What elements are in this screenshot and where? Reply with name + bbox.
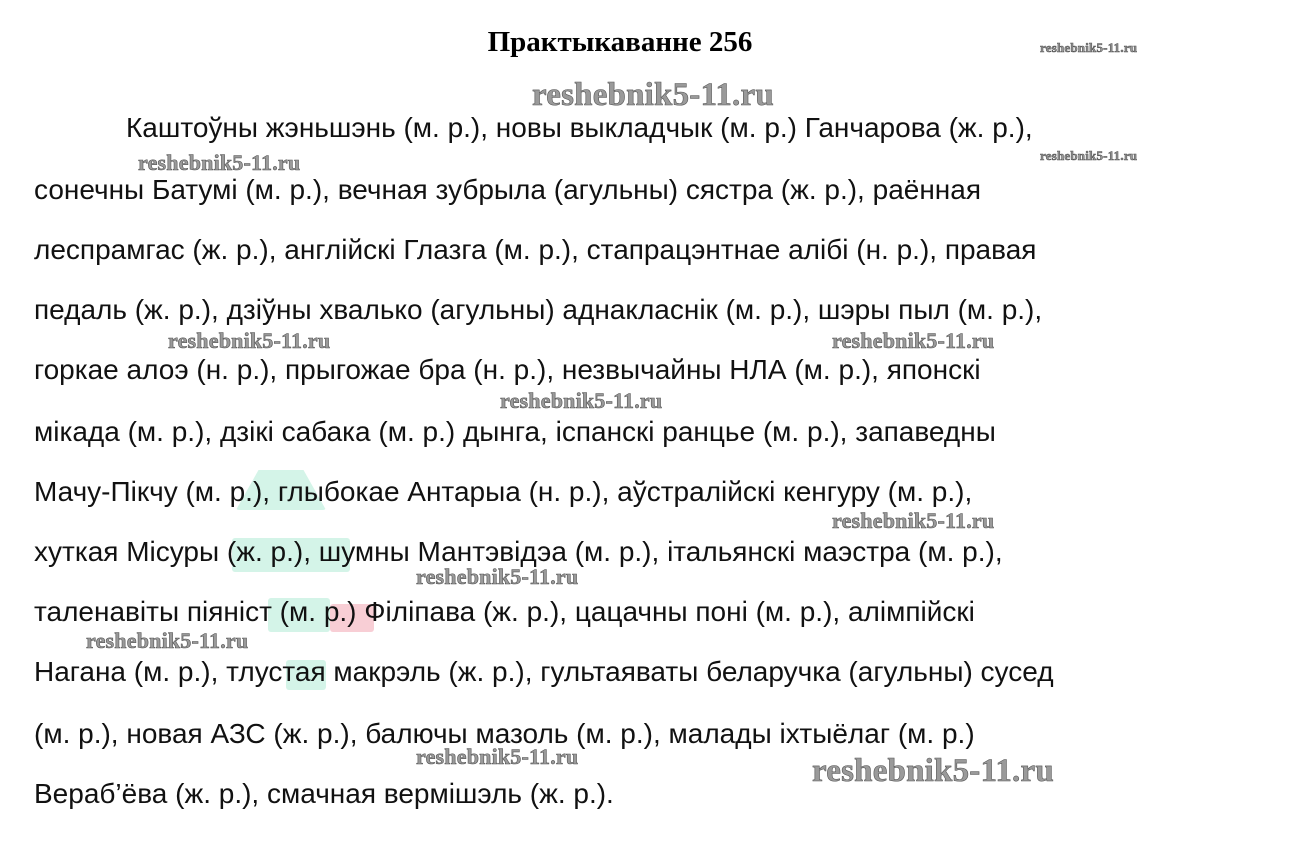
text-line: Нагана (м. р.), тлустая макрэль (ж. р.), гультаяваты беларучка (агульны) сусед: [34, 656, 1054, 687]
text-line: Мачу-Пікчу (м. р.), глыбокае Антарыа (н. р.), аўстралійскі кенгуру (м. р.),: [34, 476, 973, 507]
watermark: reshebnik5-11.ru: [1040, 40, 1138, 55]
text-line: (м. р.), новая АЗС (ж. р.), балючы мазоль (м. р.), малады іхтыёлаг (м. р.): [34, 718, 975, 749]
watermark: reshebnik5-11.ru: [138, 150, 301, 175]
text-line: леспрамгас (ж. р.), англійскі Глазга (м. р.), стапрацэнтнае алібі (н. р.), правая: [34, 234, 1037, 265]
text-line: Каштоўны жэньшэнь (м. р.), новы выкладчык (м. р.) Ганчарова (ж. р.),: [126, 112, 1033, 143]
watermark: reshebnik5-11.ru: [832, 508, 995, 533]
watermark: reshebnik5-11.ru: [86, 628, 249, 653]
watermark: reshebnik5-11.ru: [168, 328, 331, 353]
watermark: reshebnik5-11.ru: [416, 744, 579, 769]
watermark: reshebnik5-11.ru: [532, 77, 774, 113]
watermark: reshebnik5-11.ru: [1040, 148, 1138, 163]
text-line: хуткая Місуры (ж. р.), шумны Мантэвідэа (м. р.), італьянскі маэстра (м. р.),: [34, 536, 1003, 567]
text-line: таленавіты піяніст (м. р.) Філіпава (ж. р.), цацачны поні (м. р.), алімпійскі: [34, 596, 975, 627]
text-line: горкае алоэ (н. р.), прыгожае бра (н. р.), незвычайны НЛА (м. р.), японскі: [34, 354, 981, 385]
page-title: Практыкаванне 256: [487, 26, 753, 58]
text-line: педаль (ж. р.), дзіўны хвалько (агульны) аднакласнік (м. р.), шэры пыл (м. р.),: [34, 294, 1043, 325]
watermark: reshebnik5-11.ru: [812, 753, 1054, 789]
text-line: Вераб’ёва (ж. р.), смачная вермішэль (ж. р.).: [34, 778, 614, 809]
watermark: reshebnik5-11.ru: [500, 388, 663, 413]
watermark: reshebnik5-11.ru: [416, 564, 579, 589]
text-line: сонечны Батумі (м. р.), вечная зубрыла (агульны) сястра (ж. р.), раённая: [34, 174, 981, 205]
watermark: reshebnik5-11.ru: [832, 328, 995, 353]
text-line: мікада (м. р.), дзікі сабака (м. р.) дынга, іспанскі ранцье (м. р.), запаведны: [34, 416, 996, 447]
